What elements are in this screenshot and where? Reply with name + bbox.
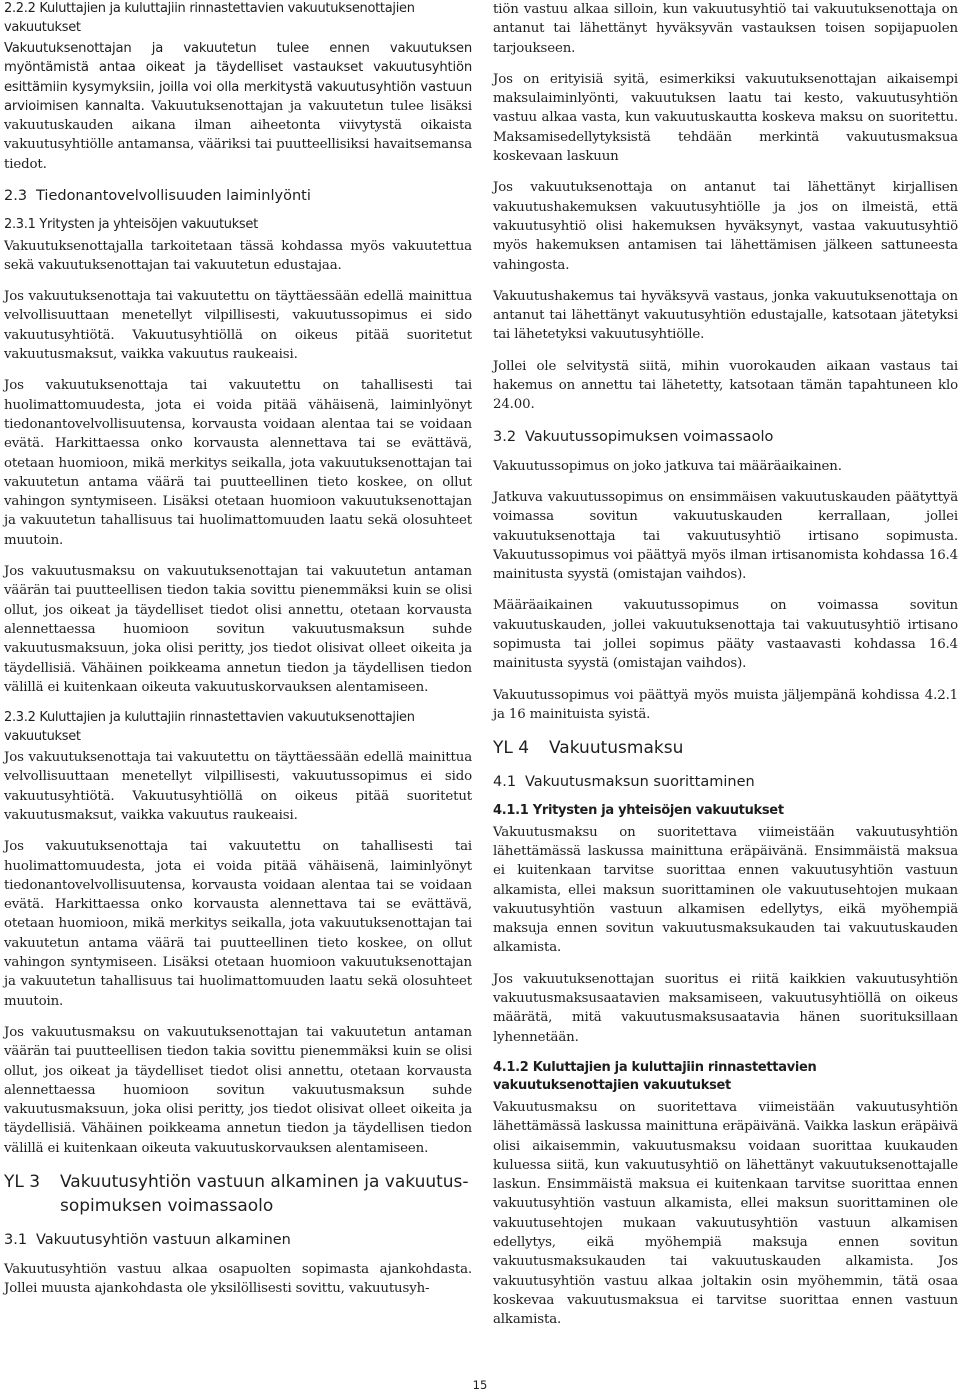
paragraph: Jatkuva vakuutussopimus on ensimmäisen vakuutuskauden päätyttyä voimassa sovitun vakuutuskauden kerrallaan, jollei vakuutuksenottaja tai vakuutusyhtiö irtisano sopimusta. Vakuutussopimus voi päättyä myös ilman irtisanomista kohdassa 16.4 mainitusta syystä (omistajan vaihdos).	[493, 489, 958, 583]
heading-number: 3.2	[493, 428, 517, 445]
heading-text: Vakuutusmaksu	[549, 738, 684, 759]
heading-number: YL 4	[493, 738, 530, 759]
paragraph: tiön vastuu alkaa silloin, kun vakuutusyhtiö tai vakuutuksenottaja on antanut tai lähettänyt hyväksyvän vastauksen toisen sopijapuolen tarjoukseen.	[493, 2, 958, 56]
heading-text: Vakuutusyhtiön vastuun alkaminen	[36, 1232, 291, 1249]
heading-2-3-2: 2.3.2 Kuluttajien ja kuluttajiin rinnastettavien vakuutuksenottajien vakuutukset	[4, 710, 415, 744]
paragraph: Vakuutushakemus tai hyväksyvä vastaus, jonka vakuutuksenottaja on antanut tai lähettänyt vakuutusyhtiön edustajalle, katsotaan jätetyksi tai lähetetyksi vakuutusyhtiölle.	[493, 288, 958, 343]
heading-number: 3.1	[4, 1232, 28, 1249]
heading-2-2-2: 2.2.2 Kuluttajien ja kuluttajiin rinnastettavien vakuutuksenottajien vakuutukset	[4, 1, 415, 35]
paragraph: Jos vakuutuksenottaja tai vakuutettu on tahallisesti tai huolimattomuudesta, jota ei voida pitää vähäisenä, laiminlyönyt tiedonantovelvollisuutensa, korvausta voidaan alentaa tai se voidaan evätä. Harkittaessa onko korvausta alennettava tai se evättävä, otetaan huomioon, mikä merkitys seikalla, jota vakuutuksenottajan tai vakuutetun antama väärä tai puutteellinen tieto koskee, on ollut vahingon syntymiseen. Lisäksi otetaan huomioon vakuutuksenottajan ja vakuutetun tahallisuus tai huolimattomuuden laatu sekä olosuhteet muutoin.	[4, 839, 472, 1009]
heading-text: Vakuutusyhtiön vastuun alkaminen ja vakuutus-sopimuksen voimassaolo	[60, 1172, 469, 1217]
text-run: Vakuutuksenottajan ja vakuutetun tulee lisäksi vakuutuskauden aikana ilman aiheetonta viivytystä oikaista vakuutusyhtiölle antamansa, vääriksi tai puutteellisiksi havaitsemansa tiedot.	[4, 98, 472, 172]
heading-text: Vakuutusmaksun suorittaminen	[525, 774, 755, 791]
heading-4-1	[493, 772, 958, 792]
paragraph: Jos vakuutuksenottaja tai vakuutettu on täyttäessään edellä mainittua velvollisuuttaan menetellyt vilpillisesti, vakuutussopimus ei sido vakuutusyhtiötä. Vakuutusyhtiöllä on oikeus pitää suoritetut vakuutusmaksut, vaikka vakuutus raukeaisi.	[4, 289, 472, 363]
heading-text: Vakuutussopimuksen voimassaolo	[525, 428, 774, 445]
heading-text: Tiedonantovelvollisuuden laiminlyönti	[36, 188, 311, 205]
left-column	[4, 0, 472, 1311]
paragraph: Vakuutuksenottajalla tarkoitetaan tässä kohdassa myös vakuutettua sekä vakuutuksenottajan tai vakuutetun edustajaa.	[4, 238, 472, 273]
paragraph: Vakuutusyhtiön vastuu alkaa osapuolten sopimasta ajankohdasta. Jollei muusta ajankohdasta ole yksilöllisesti sovittu, vakuutusyh-	[4, 1262, 472, 1297]
heading-3-2	[493, 427, 958, 447]
text-run: Vakuutuksenottajan ja vakuutetun tulee ennen vakuutuksen myöntämistä antaa oikeat ja täydelliset vastaukset vakuutusyhtiön esittämiin kysymyksiin, joilla voi olla merkitystä vakuutusyhtiön vastuun arvioimisen kannalta.	[4, 41, 472, 114]
heading-3-1	[4, 1230, 472, 1250]
heading-number: 4.1	[493, 774, 517, 791]
paragraph: Jos on erityisiä syitä, esimerkiksi vakuutuksenottajan aikaisempi maksulaiminlyönti, vakuutuksen laatu tai kesto, vakuutusyhtiön vastuu alkaa vasta, kun vakuutuskautta koskeva maksu on suoritettu. Maksamisedellytyksistä tehdään merkintä vakuutusmaksua koskevaan laskuun	[493, 71, 958, 165]
paragraph: Jos vakuutusmaksu on vakuutuksenottajan tai vakuutetun antaman väärän tai puutteellisen tiedon takia sovittu pienemmäksi kuin se olisi ollut, jos oikeat ja täydelliset tiedot olisi annettu, otetaan korvausta alennettaessa huomioon sovitun vakuutusmaksun suhde vakuutusmaksuun, joka olisi peritty, jos tiedot olisivat olleet oikeita ja täydellisiä. Vähäinen poikkeama annetun tiedon ja täydellisen tiedon välillä ei kuitenkaan oikeuta vakuutuskorvauksen alentamiseen.	[4, 1024, 472, 1156]
paragraph: Määräaikainen vakuutussopimus on voimassa sovitun vakuutuskauden, jollei vakuutuksenottaja tai vakuutusyhtiö irtisano sopimusta tai jollei sopimus pääty vastaavasti kohdassa 16.4 mainitusta syystä (omistajan vaihdos).	[493, 598, 958, 672]
page-number: 15	[472, 1378, 488, 1392]
heading-yl-3	[4, 1170, 472, 1218]
right-column	[493, 0, 958, 1342]
paragraph: Vakuutusmaksu on suoritettava viimeistään vakuutusyhtiön lähettämässä laskussa mainittuna eräpäivänä. Vaikka laskun eräpäivä olisi aikaisemmin, vakuutusmaksu voidaan suorittaa kuukauden kuluessa siitä, kun vakuutusyhtiö on lähettänyt vakuutuksenottajalle laskun. Ensimmäistä maksua ei kuitenkaan tarvitse suorittaa ennen vakuutusyhtiön vastuun alkamista, ellei maksun suorittaminen ole vakuutusehtojen mukaan vakuutusyhtiön vastuun alkamisen edellytys, eikä myöhempiä maksuja ennen sovitun vakuutusmaksukauden tai vakuutuskauden alkamista. Jos vakuutusyhtiön vastuu alkaa joltakin osin myöhemmin, tätä osaa koskevaa vakuutusmaksua ei tarvitse suorittaa ennen vastuun alkamista.	[493, 1099, 958, 1328]
paragraph: Vakuutusmaksu on suoritettava viimeistään vakuutusyhtiön lähettämässä laskussa mainittuna eräpäivänä. Ensimmäistä maksua ei kuitenkaan tarvitse suorittaa ennen vakuutusyhtiön vastuun alkamista, ellei maksun suorittaminen ole vakuutusehtojen mukaan vakuutusyhtiön vastuun alkamisen edellytys, eikä myöhempiä maksuja ennen sovitun vakuutusmaksukauden tai vakuutuskauden alkamista.	[493, 824, 958, 956]
heading-yl-4	[493, 736, 958, 760]
heading-4-1-2: 4.1.2 Kuluttajien ja kuluttajiin rinnastettavien vakuutuksenottajien vakuutukset	[493, 1059, 817, 1094]
paragraph: Vakuutussopimus on joko jatkuva tai määräaikainen.	[493, 458, 842, 474]
paragraph: Jos vakuutuksenottajan suoritus ei riitä kaikkien vakuutusyhtiön vakuutusmaksusaatavien maksamiseen, vakuutusyhtiöllä on oikeus määrätä, mitä vakuutusmaksusaatavia hänen suorituksillaan lyhennetään.	[493, 971, 958, 1045]
heading-number: YL 3	[4, 1172, 41, 1193]
paragraph: Jos vakuutuksenottaja tai vakuutettu on täyttäessään edellä mainittua velvollisuuttaan menetellyt vilpillisesti, vakuutussopimus ei sido vakuutusyhtiötä. Vakuutusyhtiöllä on oikeus pitää suoritetut vakuutusmaksut, vaikka vakuutus raukeaisi.	[4, 750, 472, 823]
paragraph: Jos vakuutuksenottaja on antanut tai lähettänyt kirjallisen vakuutushakemuksen vakuutusyhtiölle ja jos on ilmeistä, että vakuutusyhtiö olisi hakemuksen hyväksynyt, vastaa vakuutusyhtiö myös hakemuksen antamisen tai lähettämisen jälkeen sattuneesta vahingosta.	[493, 180, 958, 273]
paragraph: Jos vakuutusmaksu on vakuutuksenottajan tai vakuutetun antaman väärän tai puutteellisen tiedon takia sovittu pienemmäksi kuin se olisi ollut, jos oikeat ja täydelliset tiedot olisi annettu, otetaan korvausta alennettaessa huomioon sovitun vakuutusmaksun suhde vakuutusmaksuun, joka olisi peritty, jos tiedot olisivat olleet oikeita ja täydellisiä. Vähäinen poikkeama annetun tiedon ja täydellisen tiedon välillä ei kuitenkaan oikeuta vakuutuskorvauksen alentamiseen.	[4, 564, 472, 695]
heading-2-3-1: 2.3.1 Yritysten ja yhteisöjen vakuutukset	[4, 217, 258, 233]
paragraph	[4, 39, 472, 174]
paragraph: Jollei ole selvitystä siitä, mihin vuorokauden aikaan vastaus tai hakemus on annettu tai lähetetty, katsotaan tämän tapahtuneen klo 24.00.	[493, 358, 958, 413]
heading-2-3	[4, 186, 472, 206]
paragraph: Vakuutussopimus voi päättyä myös muista jäljempänä kohdissa 4.2.1 ja 16 mainituista syistä.	[493, 687, 958, 722]
paragraph: Jos vakuutuksenottaja tai vakuutettu on tahallisesti tai huolimattomuudesta, jota ei voida pitää vähäisenä, laiminlyönyt tiedonantovelvollisuutensa, korvausta voidaan alentaa tai se voidaan evätä. Harkittaessa onko korvausta alennettava tai se evättävä, otetaan huomioon, mikä merkitys seikalla, jota vakuutuksenottajan tai vakuutetun antama väärä tai puutteellinen tieto koskee, on ollut vahingon syntymiseen. Lisäksi otetaan huomioon vakuutuksenottajan ja vakuutetun tahallisuus tai huolimattomuuden laatu sekä olosuhteet muutoin.	[4, 378, 472, 548]
heading-number: 2.3	[4, 188, 28, 205]
heading-4-1-1: 4.1.1 Yritysten ja yhteisöjen vakuutukset	[493, 803, 784, 819]
